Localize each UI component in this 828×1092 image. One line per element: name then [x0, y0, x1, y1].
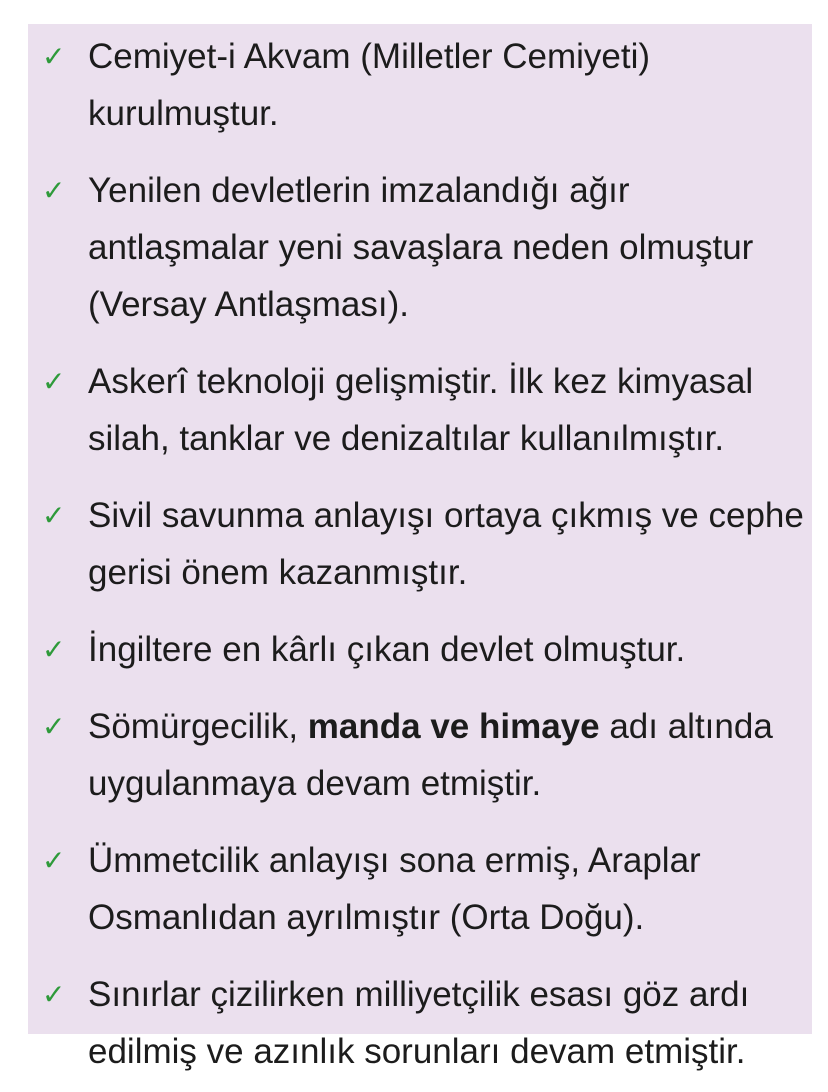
list-item [28, 621, 812, 678]
summary-panel [28, 24, 812, 1071]
list-item-text: Ümmetcilik anlayışı sona ermiş, Araplar Osmanlıdan ayrılmıştır (Orta Doğu). [88, 841, 701, 937]
list-item [28, 698, 812, 812]
list-item-text-pre: Sömürgecilik, [88, 707, 308, 746]
list-item [28, 353, 812, 467]
list-item-text-bold: manda ve himaye [307, 707, 600, 746]
list-item-text-post: adı altında uygulanmaya devam etmiştir. [88, 707, 773, 803]
list-item-text: Yenilen devletlerin imzalandığı ağır antlaşmalar yeni savaşlara neden olmuştur (Versay Antlaşması). [88, 171, 754, 324]
check-icon: ✓ [42, 978, 66, 1011]
check-icon: ✓ [42, 633, 66, 666]
list-item-text: Askerî teknoloji gelişmiştir. İlk kez kimyasal silah, tanklar ve denizaltılar kullanılmıştır. [88, 362, 754, 458]
list-item-text: Sınırlar çizilirken milliyetçilik esası göz ardı edilmiş ve azınlık sorunları devam etmiştir. [88, 975, 750, 1071]
check-icon: ✓ [42, 365, 66, 398]
list-item [28, 28, 812, 142]
check-icon: ✓ [42, 499, 66, 532]
check-icon: ✓ [42, 40, 66, 73]
list-item [28, 832, 812, 946]
check-icon: ✓ [42, 844, 66, 877]
list-item-text: Sivil savunma anlayışı ortaya çıkmış ve cephe gerisi önem kazanmıştır. [88, 496, 804, 592]
list-item-text: İngiltere en kârlı çıkan devlet olmuştur. [88, 630, 686, 669]
list-item [28, 966, 812, 1080]
check-icon: ✓ [42, 174, 66, 207]
list-item [28, 487, 812, 601]
list-item [28, 162, 812, 333]
list-item-text: Cemiyet-i Akvam (Milletler Cemiyeti) kurulmuştur. [88, 37, 651, 133]
check-icon: ✓ [42, 710, 66, 743]
